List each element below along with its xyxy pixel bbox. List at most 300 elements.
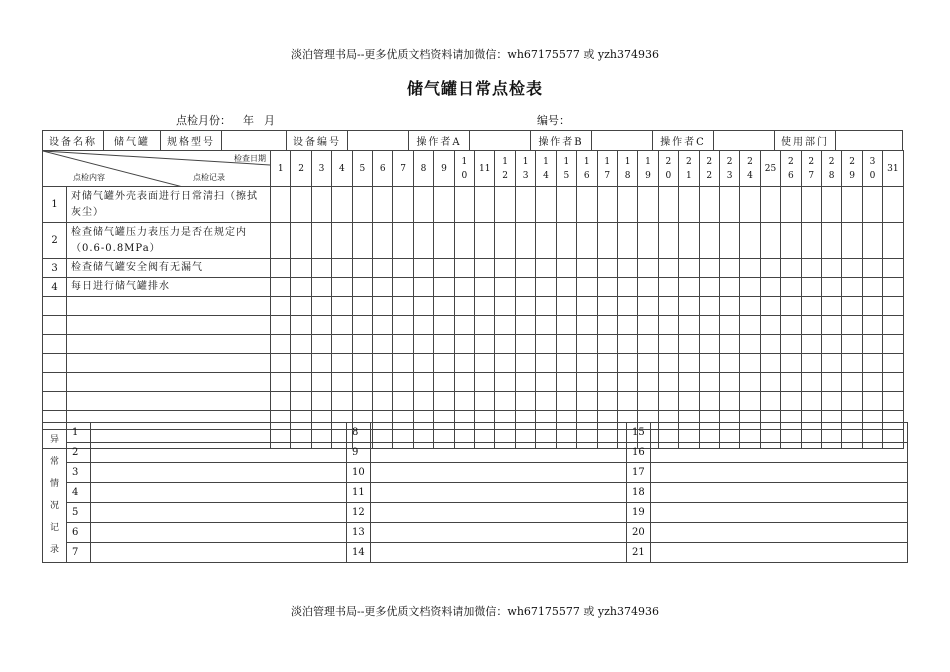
check-cell[interactable] bbox=[271, 223, 291, 259]
blank-cell[interactable] bbox=[781, 297, 801, 316]
blank-cell[interactable] bbox=[352, 335, 372, 354]
check-cell[interactable] bbox=[638, 259, 658, 278]
check-cell[interactable] bbox=[842, 278, 862, 297]
blank-cell[interactable] bbox=[719, 354, 739, 373]
blank-cell[interactable] bbox=[781, 335, 801, 354]
check-cell[interactable] bbox=[577, 278, 597, 297]
blank-cell[interactable] bbox=[638, 373, 658, 392]
blank-cell[interactable] bbox=[597, 392, 617, 411]
blank-cell[interactable] bbox=[311, 392, 331, 411]
blank-cell[interactable] bbox=[454, 335, 474, 354]
blank-cell[interactable] bbox=[434, 297, 454, 316]
blank-cell[interactable] bbox=[617, 297, 637, 316]
blank-cell[interactable] bbox=[271, 316, 291, 335]
check-cell[interactable] bbox=[719, 278, 739, 297]
blank-cell[interactable] bbox=[67, 373, 271, 392]
blank-cell[interactable] bbox=[801, 335, 821, 354]
check-cell[interactable] bbox=[413, 223, 433, 259]
blank-cell[interactable] bbox=[556, 297, 576, 316]
blank-cell[interactable] bbox=[842, 373, 862, 392]
blank-cell[interactable] bbox=[434, 316, 454, 335]
blank-cell[interactable] bbox=[862, 373, 882, 392]
blank-cell[interactable] bbox=[658, 392, 678, 411]
blank-cell[interactable] bbox=[740, 297, 760, 316]
blank-cell[interactable] bbox=[801, 373, 821, 392]
abnormal-entry[interactable] bbox=[651, 443, 908, 463]
blank-cell[interactable] bbox=[781, 392, 801, 411]
blank-cell[interactable] bbox=[373, 335, 393, 354]
blank-cell[interactable] bbox=[740, 316, 760, 335]
abnormal-entry[interactable] bbox=[91, 443, 347, 463]
blank-cell[interactable] bbox=[67, 335, 271, 354]
check-cell[interactable] bbox=[699, 187, 719, 223]
blank-cell[interactable] bbox=[821, 373, 841, 392]
blank-cell[interactable] bbox=[475, 335, 495, 354]
blank-cell[interactable] bbox=[373, 373, 393, 392]
blank-cell[interactable] bbox=[658, 335, 678, 354]
blank-cell[interactable] bbox=[760, 297, 780, 316]
blank-cell[interactable] bbox=[373, 354, 393, 373]
blank-cell[interactable] bbox=[699, 373, 719, 392]
blank-cell[interactable] bbox=[515, 373, 535, 392]
check-cell[interactable] bbox=[617, 278, 637, 297]
blank-cell[interactable] bbox=[658, 354, 678, 373]
blank-cell[interactable] bbox=[781, 373, 801, 392]
check-cell[interactable] bbox=[536, 223, 556, 259]
blank-cell[interactable] bbox=[67, 354, 271, 373]
check-cell[interactable] bbox=[781, 259, 801, 278]
check-cell[interactable] bbox=[801, 223, 821, 259]
blank-cell[interactable] bbox=[311, 335, 331, 354]
check-cell[interactable] bbox=[311, 278, 331, 297]
check-cell[interactable] bbox=[658, 223, 678, 259]
check-cell[interactable] bbox=[862, 223, 882, 259]
blank-cell[interactable] bbox=[67, 316, 271, 335]
check-cell[interactable] bbox=[679, 259, 699, 278]
blank-cell[interactable] bbox=[43, 316, 67, 335]
check-cell[interactable] bbox=[638, 223, 658, 259]
blank-cell[interactable] bbox=[679, 354, 699, 373]
check-cell[interactable] bbox=[271, 278, 291, 297]
check-cell[interactable] bbox=[821, 278, 841, 297]
blank-cell[interactable] bbox=[536, 335, 556, 354]
check-cell[interactable] bbox=[617, 223, 637, 259]
blank-cell[interactable] bbox=[475, 354, 495, 373]
blank-cell[interactable] bbox=[495, 335, 515, 354]
blank-cell[interactable] bbox=[577, 373, 597, 392]
check-cell[interactable] bbox=[475, 259, 495, 278]
blank-cell[interactable] bbox=[781, 316, 801, 335]
blank-cell[interactable] bbox=[67, 392, 271, 411]
check-cell[interactable] bbox=[332, 187, 352, 223]
check-cell[interactable] bbox=[332, 278, 352, 297]
check-cell[interactable] bbox=[434, 259, 454, 278]
check-cell[interactable] bbox=[515, 187, 535, 223]
check-cell[interactable] bbox=[495, 278, 515, 297]
blank-cell[interactable] bbox=[740, 392, 760, 411]
check-cell[interactable] bbox=[271, 187, 291, 223]
blank-cell[interactable] bbox=[821, 335, 841, 354]
check-cell[interactable] bbox=[454, 187, 474, 223]
blank-cell[interactable] bbox=[883, 297, 903, 316]
blank-cell[interactable] bbox=[271, 373, 291, 392]
blank-cell[interactable] bbox=[699, 335, 719, 354]
check-cell[interactable] bbox=[760, 259, 780, 278]
check-cell[interactable] bbox=[515, 259, 535, 278]
check-cell[interactable] bbox=[454, 278, 474, 297]
abnormal-entry[interactable] bbox=[91, 543, 347, 563]
check-cell[interactable] bbox=[679, 223, 699, 259]
abnormal-entry[interactable] bbox=[371, 443, 627, 463]
check-cell[interactable] bbox=[842, 259, 862, 278]
check-cell[interactable] bbox=[475, 278, 495, 297]
blank-cell[interactable] bbox=[740, 354, 760, 373]
blank-cell[interactable] bbox=[699, 316, 719, 335]
check-cell[interactable] bbox=[373, 223, 393, 259]
check-cell[interactable] bbox=[311, 223, 331, 259]
blank-cell[interactable] bbox=[679, 373, 699, 392]
check-cell[interactable] bbox=[434, 223, 454, 259]
abnormal-entry[interactable] bbox=[91, 463, 347, 483]
blank-cell[interactable] bbox=[454, 297, 474, 316]
blank-cell[interactable] bbox=[352, 392, 372, 411]
blank-cell[interactable] bbox=[373, 392, 393, 411]
check-cell[interactable] bbox=[597, 278, 617, 297]
blank-cell[interactable] bbox=[311, 297, 331, 316]
blank-cell[interactable] bbox=[801, 354, 821, 373]
check-cell[interactable] bbox=[577, 259, 597, 278]
blank-cell[interactable] bbox=[454, 316, 474, 335]
check-cell[interactable] bbox=[781, 187, 801, 223]
check-cell[interactable] bbox=[801, 187, 821, 223]
blank-cell[interactable] bbox=[801, 392, 821, 411]
abnormal-entry[interactable] bbox=[371, 503, 627, 523]
check-cell[interactable] bbox=[719, 223, 739, 259]
blank-cell[interactable] bbox=[821, 316, 841, 335]
blank-cell[interactable] bbox=[658, 316, 678, 335]
blank-cell[interactable] bbox=[373, 297, 393, 316]
blank-cell[interactable] bbox=[475, 373, 495, 392]
blank-cell[interactable] bbox=[271, 354, 291, 373]
blank-cell[interactable] bbox=[413, 297, 433, 316]
blank-cell[interactable] bbox=[291, 373, 311, 392]
blank-cell[interactable] bbox=[475, 392, 495, 411]
blank-cell[interactable] bbox=[515, 392, 535, 411]
check-cell[interactable] bbox=[883, 187, 903, 223]
check-cell[interactable] bbox=[862, 187, 882, 223]
operator-b-value[interactable] bbox=[592, 131, 653, 151]
check-cell[interactable] bbox=[760, 187, 780, 223]
blank-cell[interactable] bbox=[393, 297, 413, 316]
blank-cell[interactable] bbox=[536, 373, 556, 392]
check-cell[interactable] bbox=[373, 278, 393, 297]
blank-cell[interactable] bbox=[862, 392, 882, 411]
blank-cell[interactable] bbox=[352, 354, 372, 373]
blank-cell[interactable] bbox=[719, 335, 739, 354]
check-cell[interactable] bbox=[536, 187, 556, 223]
abnormal-entry[interactable] bbox=[651, 523, 908, 543]
check-cell[interactable] bbox=[536, 259, 556, 278]
check-cell[interactable] bbox=[821, 259, 841, 278]
blank-cell[interactable] bbox=[679, 316, 699, 335]
check-cell[interactable] bbox=[413, 187, 433, 223]
blank-cell[interactable] bbox=[332, 392, 352, 411]
check-cell[interactable] bbox=[781, 223, 801, 259]
check-cell[interactable] bbox=[291, 223, 311, 259]
blank-cell[interactable] bbox=[842, 316, 862, 335]
check-cell[interactable] bbox=[760, 223, 780, 259]
blank-cell[interactable] bbox=[495, 354, 515, 373]
blank-cell[interactable] bbox=[842, 392, 862, 411]
abnormal-entry[interactable] bbox=[371, 543, 627, 563]
blank-cell[interactable] bbox=[434, 392, 454, 411]
check-cell[interactable] bbox=[699, 259, 719, 278]
abnormal-entry[interactable] bbox=[91, 503, 347, 523]
check-cell[interactable] bbox=[699, 223, 719, 259]
check-cell[interactable] bbox=[821, 187, 841, 223]
check-cell[interactable] bbox=[577, 223, 597, 259]
blank-cell[interactable] bbox=[679, 392, 699, 411]
equipment-no-value[interactable] bbox=[348, 131, 409, 151]
check-cell[interactable] bbox=[577, 187, 597, 223]
check-cell[interactable] bbox=[556, 259, 576, 278]
blank-cell[interactable] bbox=[311, 316, 331, 335]
abnormal-entry[interactable] bbox=[371, 463, 627, 483]
blank-cell[interactable] bbox=[352, 373, 372, 392]
check-cell[interactable] bbox=[556, 187, 576, 223]
model-value[interactable] bbox=[222, 131, 287, 151]
blank-cell[interactable] bbox=[597, 335, 617, 354]
blank-cell[interactable] bbox=[413, 392, 433, 411]
blank-cell[interactable] bbox=[781, 354, 801, 373]
blank-cell[interactable] bbox=[821, 354, 841, 373]
blank-cell[interactable] bbox=[577, 335, 597, 354]
blank-cell[interactable] bbox=[43, 392, 67, 411]
blank-cell[interactable] bbox=[617, 373, 637, 392]
blank-cell[interactable] bbox=[536, 316, 556, 335]
blank-cell[interactable] bbox=[556, 316, 576, 335]
abnormal-entry[interactable] bbox=[91, 483, 347, 503]
check-cell[interactable] bbox=[638, 278, 658, 297]
check-cell[interactable] bbox=[291, 187, 311, 223]
check-cell[interactable] bbox=[332, 223, 352, 259]
check-cell[interactable] bbox=[740, 278, 760, 297]
blank-cell[interactable] bbox=[638, 392, 658, 411]
check-cell[interactable] bbox=[658, 278, 678, 297]
blank-cell[interactable] bbox=[617, 392, 637, 411]
blank-cell[interactable] bbox=[495, 316, 515, 335]
blank-cell[interactable] bbox=[842, 297, 862, 316]
blank-cell[interactable] bbox=[434, 373, 454, 392]
blank-cell[interactable] bbox=[332, 335, 352, 354]
blank-cell[interactable] bbox=[352, 297, 372, 316]
check-cell[interactable] bbox=[883, 278, 903, 297]
blank-cell[interactable] bbox=[577, 316, 597, 335]
blank-cell[interactable] bbox=[495, 392, 515, 411]
check-cell[interactable] bbox=[821, 223, 841, 259]
abnormal-entry[interactable] bbox=[651, 423, 908, 443]
check-cell[interactable] bbox=[883, 223, 903, 259]
blank-cell[interactable] bbox=[556, 354, 576, 373]
check-cell[interactable] bbox=[862, 278, 882, 297]
blank-cell[interactable] bbox=[352, 316, 372, 335]
blank-cell[interactable] bbox=[719, 373, 739, 392]
abnormal-entry[interactable] bbox=[651, 503, 908, 523]
blank-cell[interactable] bbox=[515, 297, 535, 316]
check-cell[interactable] bbox=[760, 278, 780, 297]
check-cell[interactable] bbox=[291, 278, 311, 297]
blank-cell[interactable] bbox=[413, 373, 433, 392]
check-cell[interactable] bbox=[393, 259, 413, 278]
blank-cell[interactable] bbox=[434, 354, 454, 373]
check-cell[interactable] bbox=[617, 187, 637, 223]
blank-cell[interactable] bbox=[271, 335, 291, 354]
blank-cell[interactable] bbox=[699, 354, 719, 373]
blank-cell[interactable] bbox=[332, 316, 352, 335]
check-cell[interactable] bbox=[373, 187, 393, 223]
check-cell[interactable] bbox=[597, 259, 617, 278]
abnormal-entry[interactable] bbox=[651, 483, 908, 503]
check-cell[interactable] bbox=[454, 223, 474, 259]
blank-cell[interactable] bbox=[842, 335, 862, 354]
blank-cell[interactable] bbox=[393, 354, 413, 373]
check-cell[interactable] bbox=[862, 259, 882, 278]
blank-cell[interactable] bbox=[536, 392, 556, 411]
dept-value[interactable] bbox=[836, 131, 903, 151]
blank-cell[interactable] bbox=[413, 354, 433, 373]
check-cell[interactable] bbox=[393, 187, 413, 223]
blank-cell[interactable] bbox=[67, 297, 271, 316]
abnormal-entry[interactable] bbox=[651, 543, 908, 563]
blank-cell[interactable] bbox=[413, 335, 433, 354]
check-cell[interactable] bbox=[291, 259, 311, 278]
blank-cell[interactable] bbox=[658, 297, 678, 316]
blank-cell[interactable] bbox=[699, 392, 719, 411]
blank-cell[interactable] bbox=[454, 373, 474, 392]
check-cell[interactable] bbox=[393, 278, 413, 297]
check-cell[interactable] bbox=[454, 259, 474, 278]
check-cell[interactable] bbox=[842, 223, 862, 259]
check-cell[interactable] bbox=[515, 278, 535, 297]
check-cell[interactable] bbox=[842, 187, 862, 223]
blank-cell[interactable] bbox=[475, 297, 495, 316]
check-cell[interactable] bbox=[495, 259, 515, 278]
check-cell[interactable] bbox=[638, 187, 658, 223]
blank-cell[interactable] bbox=[821, 392, 841, 411]
blank-cell[interactable] bbox=[862, 316, 882, 335]
blank-cell[interactable] bbox=[495, 297, 515, 316]
check-cell[interactable] bbox=[719, 187, 739, 223]
check-cell[interactable] bbox=[597, 223, 617, 259]
check-cell[interactable] bbox=[271, 259, 291, 278]
check-cell[interactable] bbox=[495, 187, 515, 223]
blank-cell[interactable] bbox=[434, 335, 454, 354]
blank-cell[interactable] bbox=[43, 373, 67, 392]
blank-cell[interactable] bbox=[617, 335, 637, 354]
check-cell[interactable] bbox=[801, 259, 821, 278]
blank-cell[interactable] bbox=[271, 392, 291, 411]
blank-cell[interactable] bbox=[43, 354, 67, 373]
blank-cell[interactable] bbox=[311, 373, 331, 392]
blank-cell[interactable] bbox=[413, 316, 433, 335]
blank-cell[interactable] bbox=[515, 316, 535, 335]
blank-cell[interactable] bbox=[679, 297, 699, 316]
check-cell[interactable] bbox=[495, 223, 515, 259]
blank-cell[interactable] bbox=[597, 354, 617, 373]
check-cell[interactable] bbox=[515, 223, 535, 259]
check-cell[interactable] bbox=[883, 259, 903, 278]
blank-cell[interactable] bbox=[699, 297, 719, 316]
blank-cell[interactable] bbox=[577, 392, 597, 411]
check-cell[interactable] bbox=[413, 278, 433, 297]
blank-cell[interactable] bbox=[597, 373, 617, 392]
blank-cell[interactable] bbox=[821, 297, 841, 316]
check-cell[interactable] bbox=[311, 187, 331, 223]
blank-cell[interactable] bbox=[638, 316, 658, 335]
abnormal-entry[interactable] bbox=[651, 463, 908, 483]
check-cell[interactable] bbox=[475, 223, 495, 259]
blank-cell[interactable] bbox=[291, 297, 311, 316]
blank-cell[interactable] bbox=[515, 335, 535, 354]
check-cell[interactable] bbox=[352, 278, 372, 297]
blank-cell[interactable] bbox=[291, 354, 311, 373]
abnormal-entry[interactable] bbox=[371, 523, 627, 543]
blank-cell[interactable] bbox=[332, 354, 352, 373]
blank-cell[interactable] bbox=[515, 354, 535, 373]
blank-cell[interactable] bbox=[393, 373, 413, 392]
check-cell[interactable] bbox=[475, 187, 495, 223]
abnormal-entry[interactable] bbox=[91, 423, 347, 443]
blank-cell[interactable] bbox=[801, 297, 821, 316]
blank-cell[interactable] bbox=[883, 354, 903, 373]
check-cell[interactable] bbox=[699, 278, 719, 297]
blank-cell[interactable] bbox=[719, 316, 739, 335]
operator-c-value[interactable] bbox=[714, 131, 775, 151]
blank-cell[interactable] bbox=[556, 392, 576, 411]
blank-cell[interactable] bbox=[393, 335, 413, 354]
blank-cell[interactable] bbox=[291, 316, 311, 335]
blank-cell[interactable] bbox=[393, 392, 413, 411]
blank-cell[interactable] bbox=[842, 354, 862, 373]
blank-cell[interactable] bbox=[617, 316, 637, 335]
blank-cell[interactable] bbox=[740, 373, 760, 392]
check-cell[interactable] bbox=[740, 259, 760, 278]
blank-cell[interactable] bbox=[577, 297, 597, 316]
blank-cell[interactable] bbox=[43, 335, 67, 354]
check-cell[interactable] bbox=[434, 187, 454, 223]
blank-cell[interactable] bbox=[597, 297, 617, 316]
check-cell[interactable] bbox=[719, 259, 739, 278]
blank-cell[interactable] bbox=[760, 373, 780, 392]
blank-cell[interactable] bbox=[475, 316, 495, 335]
blank-cell[interactable] bbox=[291, 392, 311, 411]
check-cell[interactable] bbox=[658, 259, 678, 278]
check-cell[interactable] bbox=[434, 278, 454, 297]
blank-cell[interactable] bbox=[638, 354, 658, 373]
blank-cell[interactable] bbox=[454, 354, 474, 373]
check-cell[interactable] bbox=[679, 278, 699, 297]
check-cell[interactable] bbox=[679, 187, 699, 223]
check-cell[interactable] bbox=[617, 259, 637, 278]
abnormal-entry[interactable] bbox=[91, 523, 347, 543]
check-cell[interactable] bbox=[556, 278, 576, 297]
blank-cell[interactable] bbox=[740, 335, 760, 354]
blank-cell[interactable] bbox=[883, 392, 903, 411]
blank-cell[interactable] bbox=[801, 316, 821, 335]
blank-cell[interactable] bbox=[373, 316, 393, 335]
operator-a-value[interactable] bbox=[470, 131, 531, 151]
blank-cell[interactable] bbox=[495, 373, 515, 392]
